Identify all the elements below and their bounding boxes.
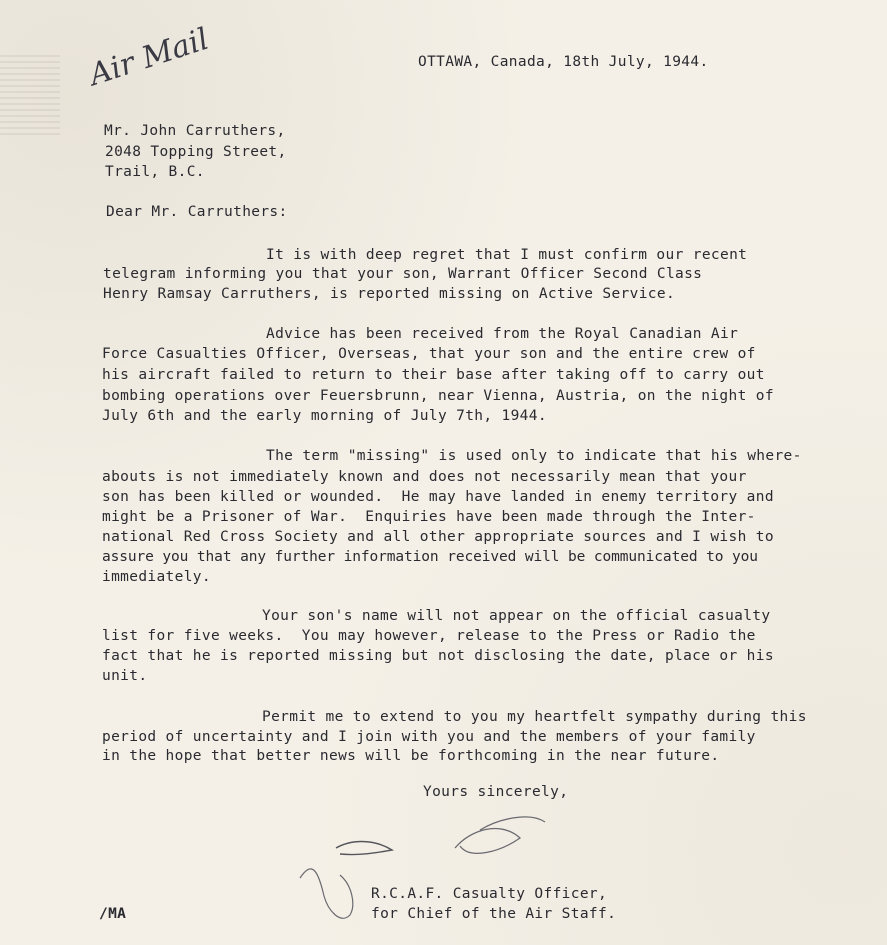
dateline: OTTAWA, Canada, 18th July, 1944.: [418, 54, 709, 70]
paragraph-1-line-3: Henry Ramsay Carruthers, is reported missing on Active Service.: [103, 286, 676, 302]
paragraph-4-line-2: list for five weeks. You may however, release to the Press or Radio the: [102, 628, 756, 644]
signature-line-1: R.C.A.F. Casualty Officer,: [371, 886, 608, 902]
salutation: Dear Mr. Carruthers:: [106, 204, 288, 220]
paragraph-2-line-1: Advice has been received from the Royal Canadian Air: [266, 326, 739, 342]
paragraph-3-line-5: national Red Cross Society and all other appropriate sources and I wish to: [102, 529, 774, 545]
paragraph-5-line-2: period of uncertainty and I join with you and the members of your family: [102, 729, 756, 745]
address-line-2: 2048 Topping Street,: [105, 144, 287, 160]
paragraph-3-line-7: immediately.: [102, 569, 211, 585]
paragraph-3-line-6: assure you that any further information received will be communicated to you: [102, 549, 758, 565]
paragraph-2-line-2: Force Casualties Officer, Overseas, that your son and the entire crew of: [102, 346, 756, 362]
paragraph-1-line-1: It is with deep regret that I must confirm our recent: [266, 247, 748, 263]
paragraph-3-line-1: The term "missing" is used only to indicate that his where-: [266, 448, 802, 464]
paragraph-2-line-4: bombing operations over Feuersbrunn, near Vienna, Austria, on the night of: [102, 388, 774, 404]
address-line-3: Trail, B.C.: [105, 164, 205, 180]
paragraph-2-line-5: July 6th and the early morning of July 7th, 1944.: [102, 408, 547, 424]
paragraph-5-line-3: in the hope that better news will be forthcoming in the near future.: [102, 748, 720, 764]
paragraph-3-line-2: abouts is not immediately known and does not necessarily mean that your: [102, 469, 747, 485]
paragraph-5-line-1: Permit me to extend to you my heartfelt sympathy during this: [262, 709, 807, 725]
paragraph-3-line-3: son has been killed or wounded. He may have landed in enemy territory and: [102, 489, 774, 505]
closing: Yours sincerely,: [423, 784, 569, 800]
paragraph-4-line-1: Your son's name will not appear on the official casualty: [262, 608, 771, 624]
paragraph-1-line-2: telegram informing you that your son, Warrant Officer Second Class: [103, 266, 703, 282]
address-line-1: Mr. John Carruthers,: [104, 123, 286, 139]
paragraph-4-line-4: unit.: [102, 668, 148, 684]
signature-line-2: for Chief of the Air Staff.: [371, 906, 617, 922]
paragraph-3-line-4: might be a Prisoner of War. Enquiries have been made through the Inter-: [102, 509, 756, 525]
paragraph-2-line-3: his aircraft failed to return to their base after taking off to carry out: [102, 367, 765, 383]
paragraph-4-line-3: fact that he is reported missing but not disclosing the date, place or his: [102, 648, 774, 664]
air-mail-annotation: Air Mail: [85, 21, 213, 94]
typist-initials: /MA: [99, 906, 127, 922]
paper-stain: [0, 55, 60, 135]
